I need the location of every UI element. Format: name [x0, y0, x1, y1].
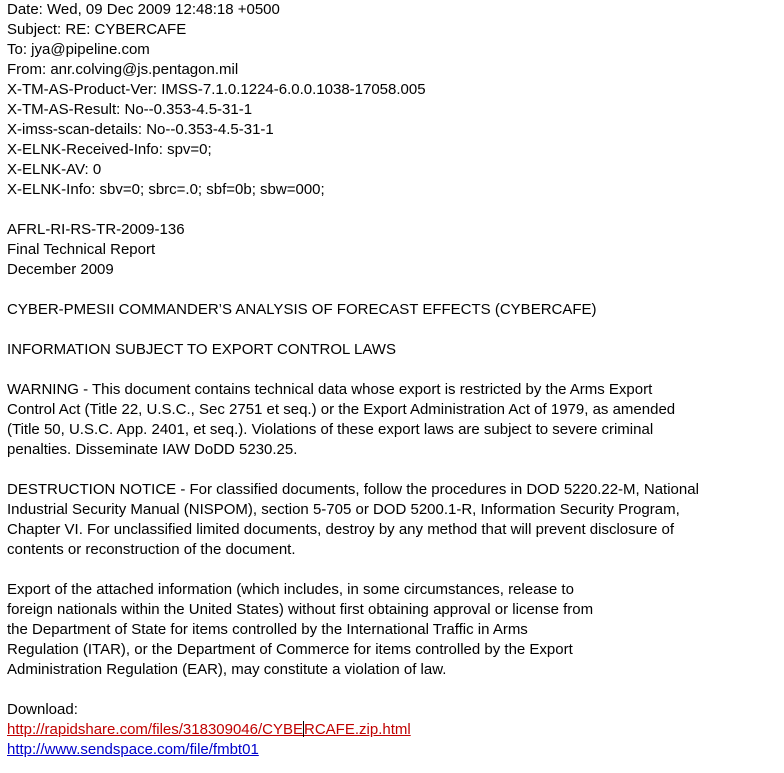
paragraph-line: the Department of State for items controlled by the International Traffic in Arms	[7, 621, 528, 638]
paragraph-line: Administration Regulation (EAR), may constitute a violation of law.	[7, 661, 447, 678]
rapidshare-link-part2: RCAFE.zip.html	[304, 721, 411, 738]
paragraph-line: Industrial Security Manual (NISPOM), section 5-705 or DOD 5200.1-R, Information Security Program,	[7, 501, 680, 518]
spacer	[7, 680, 781, 700]
rapidshare-link[interactable]	[7, 721, 411, 738]
paragraph-line: Export of the attached information (which includes, in some circumstances, release to	[7, 581, 574, 598]
header-from: From: anr.colving@js.pentagon.mil	[7, 61, 239, 78]
spacer	[7, 460, 781, 480]
header-av: X-ELNK-AV: 0	[7, 161, 102, 178]
rapidshare-link-part1: http://rapidshare.com/files/318309046/CYBE	[7, 721, 304, 738]
header-elnk-info: X-ELNK-Info: sbv=0; sbrc=.0; sbf=0b; sbw=000;	[7, 181, 325, 198]
header-received-info: X-ELNK-Received-Info: spv=0;	[7, 141, 212, 158]
warning-paragraph	[7, 380, 781, 460]
export-control-heading: INFORMATION SUBJECT TO EXPORT CONTROL LAWS	[7, 341, 396, 358]
paragraph-line: Regulation (ITAR), or the Department of Commerce for items controlled by the Export	[7, 641, 573, 658]
download-link-rapidshare-row	[7, 720, 781, 740]
report-title: CYBER-PMESII COMMANDER’S ANALYSIS OF FORECAST EFFECTS (CYBERCAFE)	[7, 301, 597, 318]
download-link-sendspace-row	[7, 740, 781, 760]
report-block	[7, 220, 781, 280]
destruction-paragraph	[7, 480, 781, 560]
paragraph-line: (Title 50, U.S.C. App. 2401, et seq.). Violations of these export laws are subject to severe criminal	[7, 421, 654, 438]
email-document	[7, 0, 781, 760]
report-number: AFRL-RI-RS-TR-2009-136	[7, 221, 185, 238]
spacer	[7, 280, 781, 300]
paragraph-line: foreign nationals within the United States) without first obtaining approval or license from	[7, 601, 594, 618]
spacer	[7, 360, 781, 380]
spacer	[7, 200, 781, 220]
paragraph-line: Control Act (Title 22, U.S.C., Sec 2751 et seq.) or the Export Administration Act of 1979, as amended	[7, 401, 676, 418]
paragraph-line: Chapter VI. For unclassified limited documents, destroy by any method that will prevent disclosure of	[7, 521, 674, 538]
download-label: Download:	[7, 701, 78, 718]
header-subject: Subject: RE: CYBERCAFE	[7, 21, 187, 38]
sendspace-link[interactable]: http://www.sendspace.com/file/fmbt01	[7, 741, 259, 758]
header-date: Date: Wed, 09 Dec 2009 12:48:18 +0500	[7, 1, 280, 18]
paragraph-line: penalties. Disseminate IAW DoDD 5230.25.	[7, 441, 298, 458]
paragraph-line: WARNING - This document contains technical data whose export is restricted by the Arms Export	[7, 381, 653, 398]
spacer	[7, 560, 781, 580]
spacer	[7, 320, 781, 340]
header-as-result: X-TM-AS-Result: No--0.353-4.5-31-1	[7, 101, 253, 118]
paragraph-line: contents or reconstruction of the document.	[7, 541, 296, 558]
header-scan-details: X-imss-scan-details: No--0.353-4.5-31-1	[7, 121, 274, 138]
header-product-ver: X-TM-AS-Product-Ver: IMSS-7.1.0.1224-6.0.0.1038-17058.005	[7, 81, 426, 98]
paragraph-line: DESTRUCTION NOTICE - For classified documents, follow the procedures in DOD 5220.22-M, National	[7, 481, 699, 498]
report-date: December 2009	[7, 261, 114, 278]
download-section	[7, 700, 781, 760]
email-headers	[7, 0, 781, 200]
report-type: Final Technical Report	[7, 241, 156, 258]
header-to: To: jya@pipeline.com	[7, 41, 150, 58]
export-paragraph	[7, 580, 781, 680]
